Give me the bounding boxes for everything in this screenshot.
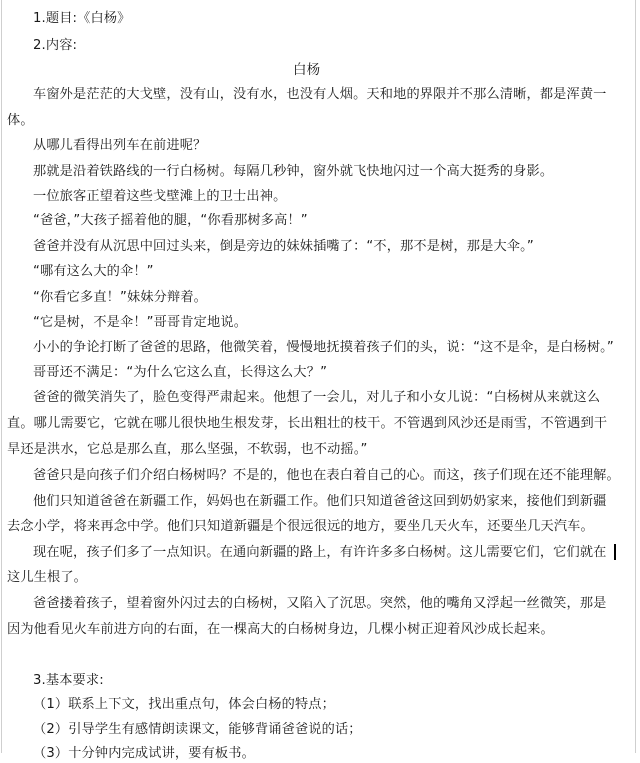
topic-line: 1.题目:《白杨》 <box>33 11 131 26</box>
text-cursor <box>614 544 616 560</box>
body-line: “哪有这么大的伞！” <box>33 264 154 279</box>
body-line: 爸爸搂着孩子，望着窗外闪过去的白杨树，又陷入了沉思。突然，他的嘴角又浮起一丝微笑，那是 <box>33 596 607 611</box>
body-line: 哥哥还不满足：“为什么它这么直，长得这么大？” <box>33 365 328 380</box>
requirement-item: （1）联系上下文，找出重点句，体会白杨的特点； <box>33 697 335 712</box>
body-line: 体。 <box>7 113 34 128</box>
body-line: 爸爸只是向孩子们介绍白杨树吗？不是的，他也在表白着自己的心。而这，孩子们现在还不能理解。 <box>33 468 620 483</box>
requirements-label: 3.基本要求: <box>33 673 104 688</box>
body-line: 去念小学，将来再念中学。他们只知道新疆是个很远很远的地方，要坐几天火车，还要坐几天汽车。 <box>7 519 594 534</box>
body-line: “它是树，不是伞！”哥哥肯定地说。 <box>33 315 248 330</box>
body-line: 爸爸并没有从沉思中回过头来，倒是旁边的妹妹插嘴了：“不，那不是树，那是大伞。” <box>33 239 534 254</box>
body-line: 这儿生根了。 <box>7 570 88 585</box>
passage-title: 白杨 <box>293 62 321 78</box>
page-border-right <box>635 0 636 753</box>
body-line: 一位旅客正望着这些戈壁滩上的卫士出神。 <box>33 189 287 204</box>
body-line: 旱还是洪水，它总是那么直，那么坚强，不软弱，也不动摇。” <box>7 442 368 457</box>
body-line: 小小的争论打断了爸爸的思路，他微笑着，慢慢地抚摸着孩子们的头，说：“这不是伞，是白杨树。” <box>33 340 614 355</box>
body-line: 因为他看见火车前进方向的右面，在一棵高大的白杨树身边，几棵小树正迎着风沙成长起来。 <box>7 622 554 637</box>
requirement-item: （2）引导学生有感情朗读课文，能够背诵爸爸说的话； <box>33 722 362 737</box>
page-border-left <box>1 0 2 753</box>
body-line: 爸爸的微笑消失了，脸色变得严肃起来。他想了一会儿，对儿子和小女儿说：“白杨树从来就这么 <box>33 390 601 405</box>
body-line: 那就是沿着铁路线的一行白杨树。每隔几秒钟，窗外就飞快地闪过一个高大挺秀的身影。 <box>33 164 554 179</box>
body-line: “爸爸，”大孩子摇着他的腿，“你看那树多高！” <box>33 213 308 228</box>
body-line: 车窗外是茫茫的大戈壁，没有山，没有水，也没有人烟。天和地的界限并不那么清晰，都是浑黄一 <box>33 87 607 102</box>
body-line: “你看它多直！”妹妹分辩着。 <box>33 290 208 305</box>
body-line: 直。哪儿需要它，它就在哪儿很快地生根发芽，长出粗壮的枝干。不管遇到风沙还是雨雪，不管遇到干 <box>7 416 608 431</box>
body-line: 现在呢，孩子们多了一点知识。在通向新疆的路上，有许许多多白杨树。这儿需要它们，它们就在 <box>33 545 607 560</box>
body-line: 他们只知道爸爸在新疆工作，妈妈也在新疆工作。他们只知道爸爸这回到奶奶家来，接他们到新疆 <box>33 494 607 509</box>
requirement-item: （3）十分钟内完成试讲，要有板书。 <box>33 746 255 761</box>
body-line: 从哪儿看得出列车在前进呢？ <box>33 138 207 153</box>
content-label: 2.内容: <box>33 38 78 53</box>
